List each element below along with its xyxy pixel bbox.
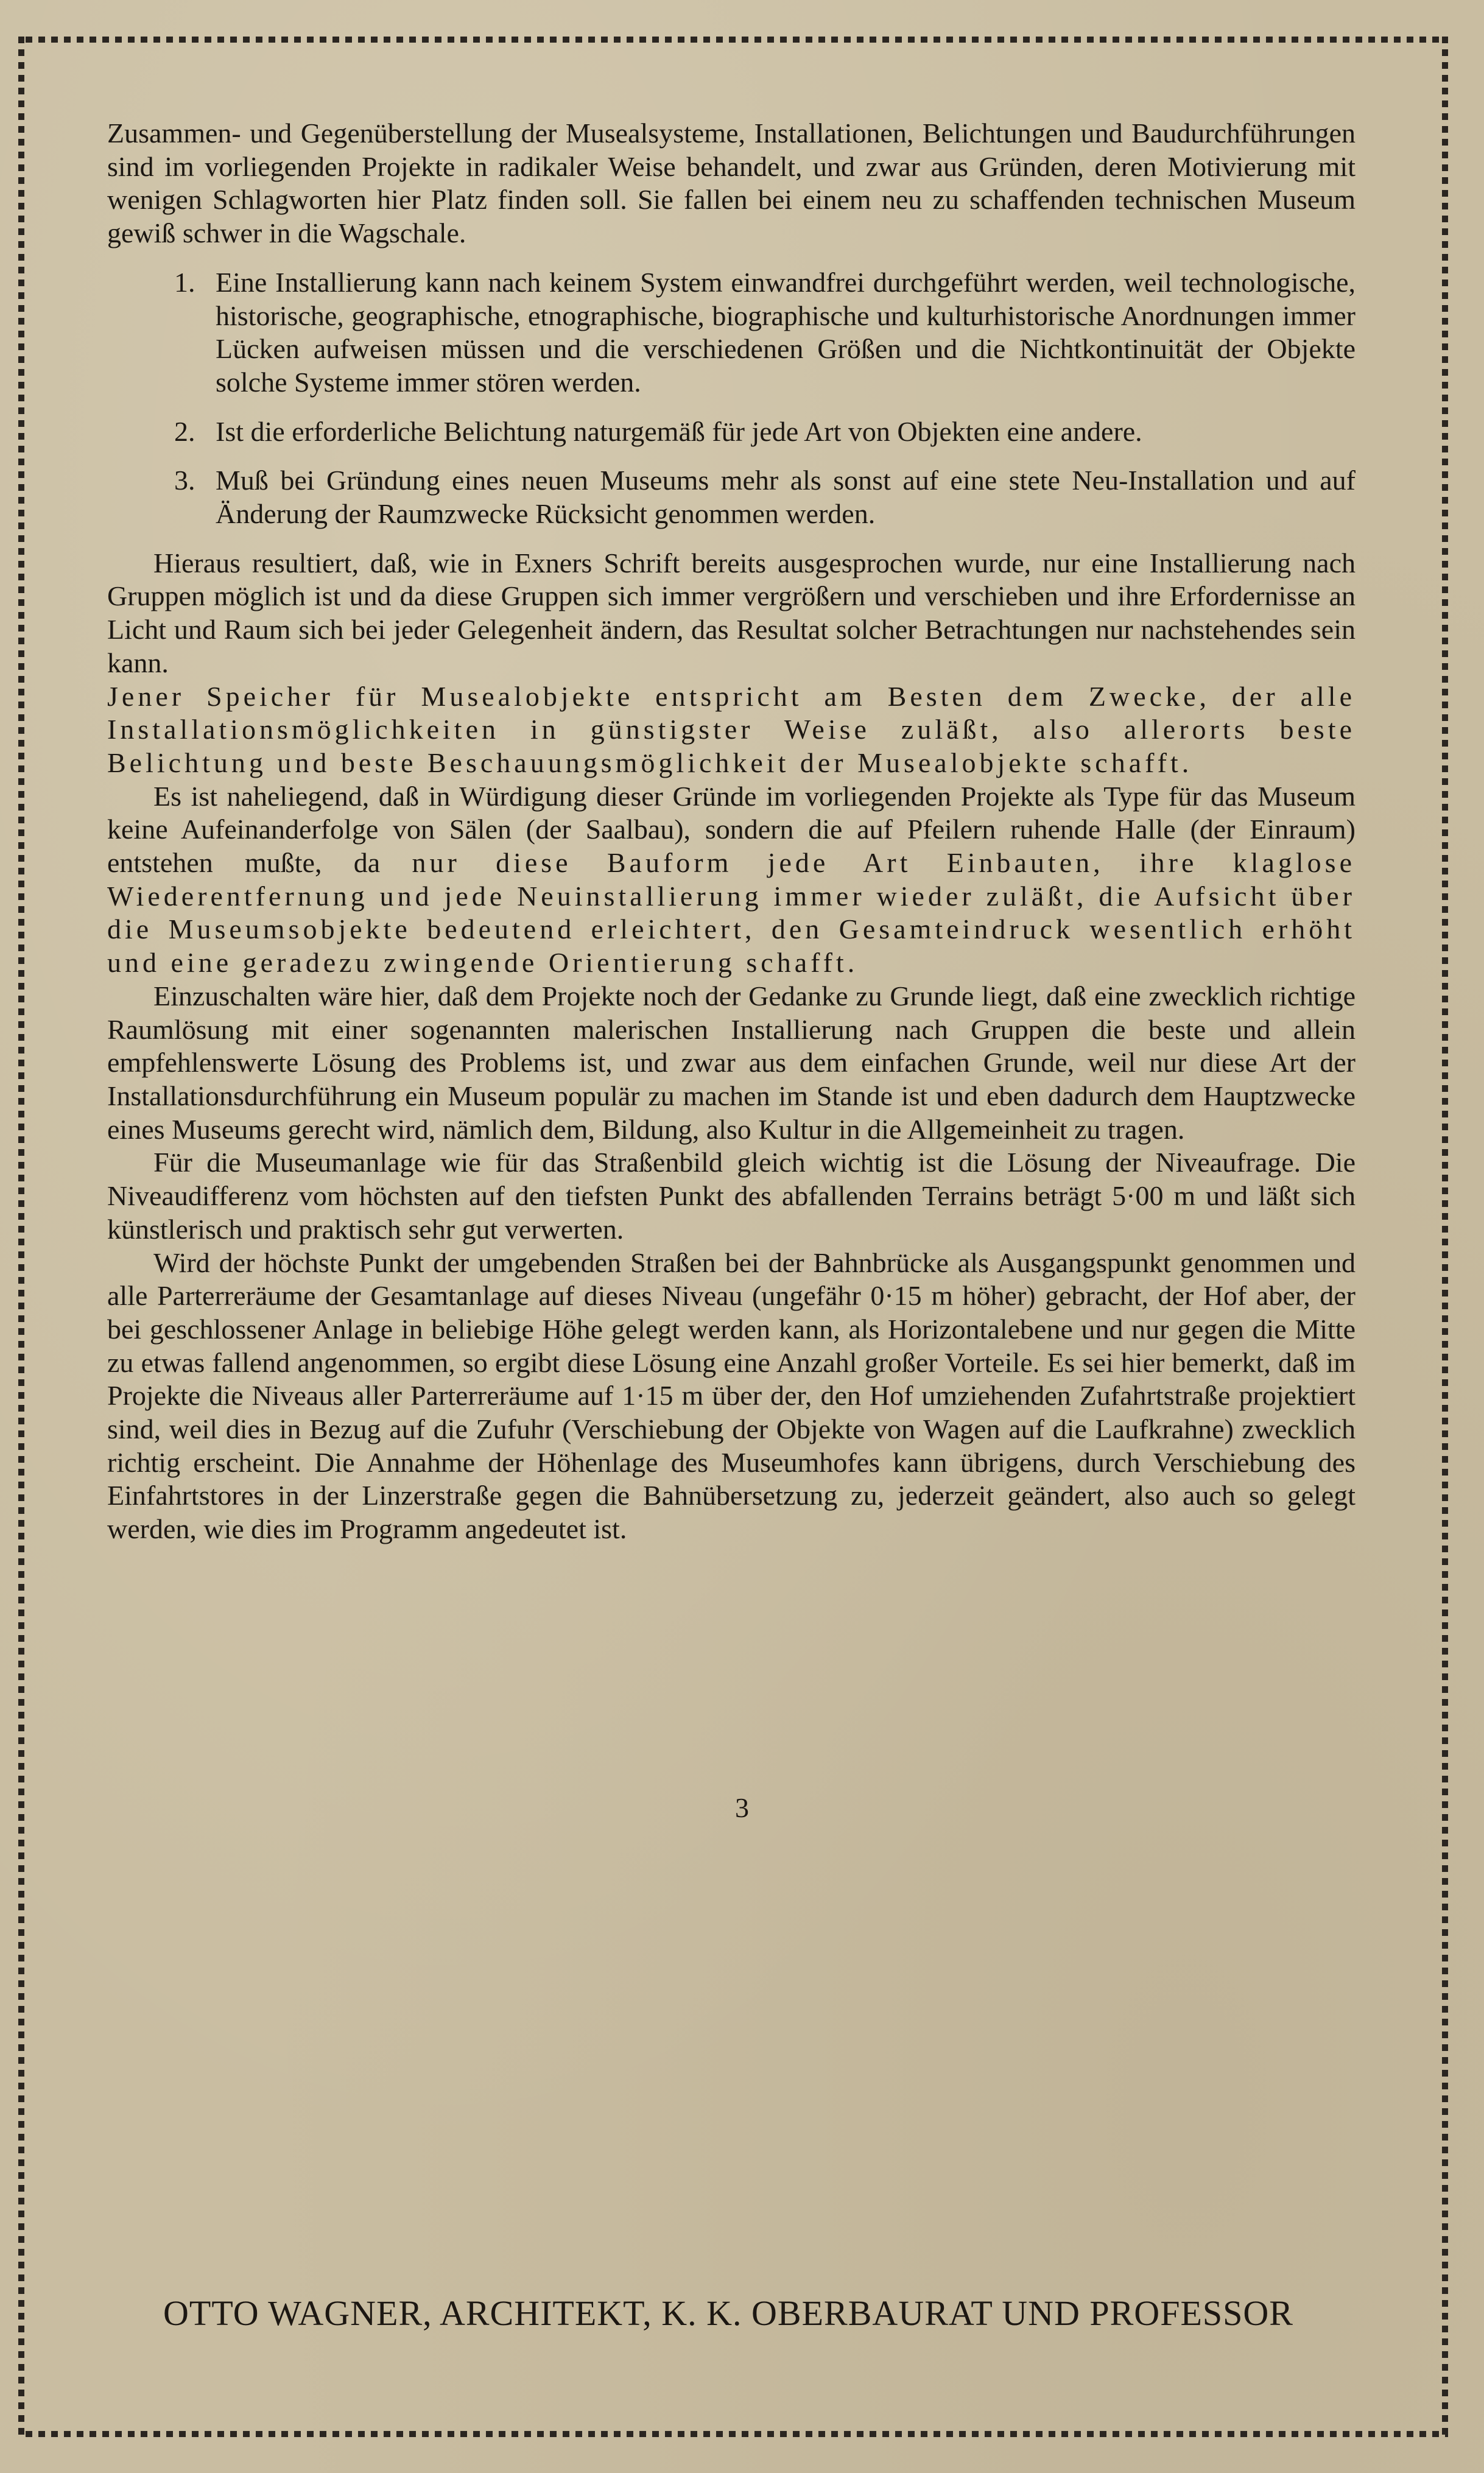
paragraph-level-solution: Wird der höchste Punkt der umgebenden Straßen bei der Bahnbrücke als Ausgangspunkt genommen und alle Parterreräume der Gesamtanlage auf dieses Niveau (ungefähr 0·15 m höher) gebracht, der Hof aber, der bei geschlossener Anlage in beliebige Höhe gelegt werden kann, als Horizontalebene und nur gegen die Mitte zu etwas fallend angenommen, so ergibt diese Lösung eine Anzahl großer Vorteile. Es sei hier bemerkt, daß im Projekte die Niveaus aller Parterreräume auf 1·15 m über der, den Hof umziehenden Zufahrtstraße projektiert sind, weil dies in Bezug auf die Zufuhr (Verschiebung der Objekte von Wagen auf die Laufkrahne) zwecklich richtig erscheint. Die Annahme der Höhenlage des Museumhofes kann übrigens, durch Verschiebung des Einfahrtstores in der Linzerstraße gegen die Bahnübersetzung zu, jederzeit geändert, also auch so gelegt werden, wie dies im Programm angedeutet ist.	[107, 1247, 1356, 1545]
intro-paragraph: Zusammen- und Gegenüberstellung der Musealsysteme, Installationen, Belichtungen und Baudurchführungen sind im vorliegenden Projekte in radikaler Weise behandelt, und zwar aus Gründen, deren Motivierung mit wenigen Schlagworten hier Platz finden soll. Sie fallen bei einem neu zu schaffenden technischen Museum gewiß schwer in die Wagschale.	[107, 118, 1356, 249]
paragraph-level-question: Für die Museumanlage wie für das Straßenbild gleich wichtig ist die Lösung der Niveaufrage. Die Niveaudifferenz vom höchsten auf den tiefsten Punkt des abfallenden Terrains beträgt 5·00 m und läßt sich künstlerisch und praktisch sehr gut verwerten.	[107, 1147, 1356, 1245]
list-item-number: 3.	[174, 465, 195, 496]
paragraph-emphasis: Jener Speicher für Musealobjekte entspricht am Besten dem Zwecke, der alle Installationsmöglichkeiten in günstigster Weise zuläßt, also allerorts beste Belichtung und beste Beschauungsmöglichkeit der Musealobjekte schafft.	[107, 680, 1356, 778]
dotted-border-right	[1442, 37, 1448, 2437]
footer-author-line: OTTO WAGNER, ARCHITEKT, K. K. OBERBAURAT UND PROFESSOR	[163, 2293, 1293, 2333]
list-item-text: Eine Installierung kann nach keinem System einwandfrei durchgeführt werden, weil technologische, historische, geographische, etnographische, biographische und kulturhistorische Anordnungen immer Lücken aufweisen müssen und die verschiedenen Größen und die Nichtkontinuität der Objekte solche Systeme immer stören werden.	[216, 266, 1356, 398]
dotted-border-top	[26, 37, 1448, 43]
paragraph-installation: Einzuschalten wäre hier, daß dem Projekte noch der Gedanke zu Grunde liegt, daß eine zwecklich richtige Raumlösung mit einer sogenannten malerischen Installierung nach Gruppen die beste und allein empfehlenswerte Lösung des Problems ist, und zwar aus dem einfachen Grunde, weil nur diese Art der Installationsdurchführung ein Museum populär zu machen im Stande ist und eben dadurch dem Hauptzwecke eines Museums gerecht wird, nämlich dem, Bildung, also Kultur in die Allgemeinheit zu tragen.	[107, 980, 1356, 1145]
list-item	[107, 415, 1356, 449]
dotted-border-bottom	[26, 2431, 1448, 2437]
list-item-text: Ist die erforderliche Belichtung naturgemäß für jede Art von Objekten eine andere.	[216, 415, 1142, 447]
paragraph-hall-type-text: Es ist naheliegend, daß in Würdigung dieser Gründe im vorliegenden Projekte als Type für das Museum keine Aufeinanderfolge von Sälen (der Saalbau), sondern die auf Pfeilern ruhende Halle (der Einraum) entstehen mußte, da	[107, 780, 1356, 879]
numbered-list	[107, 266, 1356, 531]
list-item-text: Muß bei Gründung eines neuen Museums mehr als sonst auf eine stete Neu-Installation und auf Änderung der Raumzwecke Rücksicht genommen werden.	[216, 465, 1356, 530]
paragraph-hall-type	[107, 780, 1356, 980]
list-item-number: 1.	[174, 266, 195, 298]
list-item	[107, 464, 1356, 530]
dotted-border-left	[18, 37, 24, 2437]
body-text	[107, 117, 1356, 1546]
list-item-number: 2.	[174, 415, 195, 447]
paragraph-hall-type-emphasis: nur diese Bauform jede Art Einbauten, ihre klaglose Wiederentfernung und jede Neuinstallierung immer wieder zuläßt, die Aufsicht über die Museumsobjekte bedeutend erleichtert, den Gesamteindruck wesentlich erhöht und eine geradezu zwingende Orientierung schafft.	[107, 847, 1356, 979]
paragraph-conclusion: Hieraus resultiert, daß, wie in Exners Schrift bereits ausgesprochen wurde, nur eine Installierung nach Gruppen möglich ist und da diese Gruppen sich immer vergrößern und verschieben und ihre Erfordernisse an Licht und Raum sich bei jeder Gelegenheit ändern, das Resultat solcher Betrachtungen nur nachstehendes sein kann.	[107, 547, 1356, 678]
list-item	[107, 266, 1356, 399]
page-number: 3	[735, 1792, 749, 1823]
